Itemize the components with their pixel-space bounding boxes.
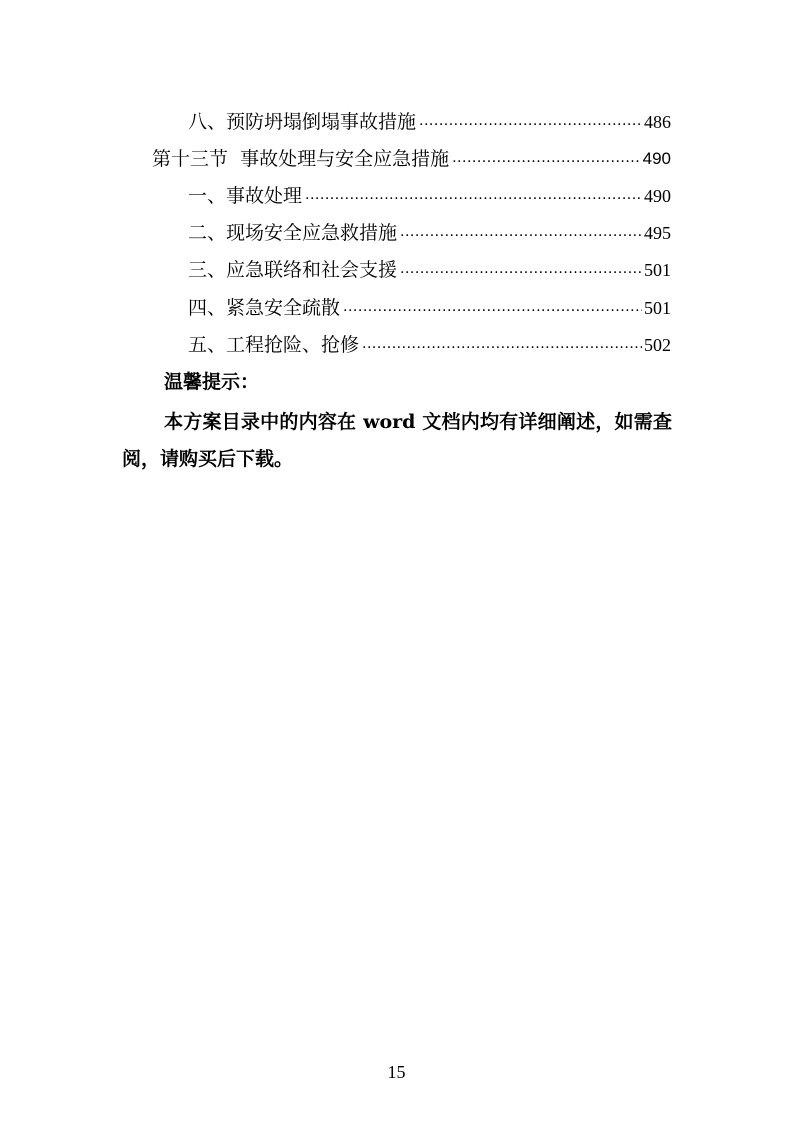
toc-entry-page: 502 [644, 335, 671, 355]
toc-entry [188, 327, 671, 357]
toc-dot-leader [452, 148, 641, 168]
toc-entry-page: 490 [642, 149, 671, 168]
toc-entry-title: 八、预防坍塌倒塌事故措施 [188, 111, 417, 133]
toc-dot-leader [400, 259, 642, 279]
toc-dot-leader [305, 185, 642, 205]
toc-entry-title: 三、应急联络和社会支援 [188, 259, 398, 281]
toc-entry-page: 501 [644, 260, 671, 280]
toc-entry-title: 五、工程抢险、抢修 [188, 334, 360, 356]
notice-body: 本方案目录中的内容在 word 文档内均有详细阐述，如需查阅，请购买后下载。 [122, 411, 672, 470]
page-number: 15 [387, 1062, 406, 1082]
toc-entry [188, 290, 671, 320]
notice-title: 温馨提示： [164, 371, 260, 393]
toc-section-title: 第十三节 事故处理与安全应急措施 [152, 148, 450, 170]
toc-entry-page: 501 [644, 298, 671, 318]
toc-entry-page: 490 [644, 186, 671, 206]
toc-entry-page: 486 [644, 112, 671, 132]
toc-entry-title: 四、紧急安全疏散 [188, 297, 341, 319]
toc-dot-leader [343, 297, 642, 317]
toc-dot-leader [362, 334, 642, 354]
toc-entry-title: 二、现场安全应急救措施 [188, 222, 398, 244]
toc-entry [188, 252, 671, 282]
toc-entry [188, 178, 671, 208]
toc-entry [152, 141, 671, 171]
toc-entry [188, 104, 671, 134]
toc-dot-leader [419, 111, 642, 131]
toc-dot-leader [400, 222, 642, 242]
toc-entry [188, 215, 671, 245]
toc-entry-page: 495 [644, 223, 671, 243]
toc-entry-title: 一、事故处理 [188, 185, 303, 207]
